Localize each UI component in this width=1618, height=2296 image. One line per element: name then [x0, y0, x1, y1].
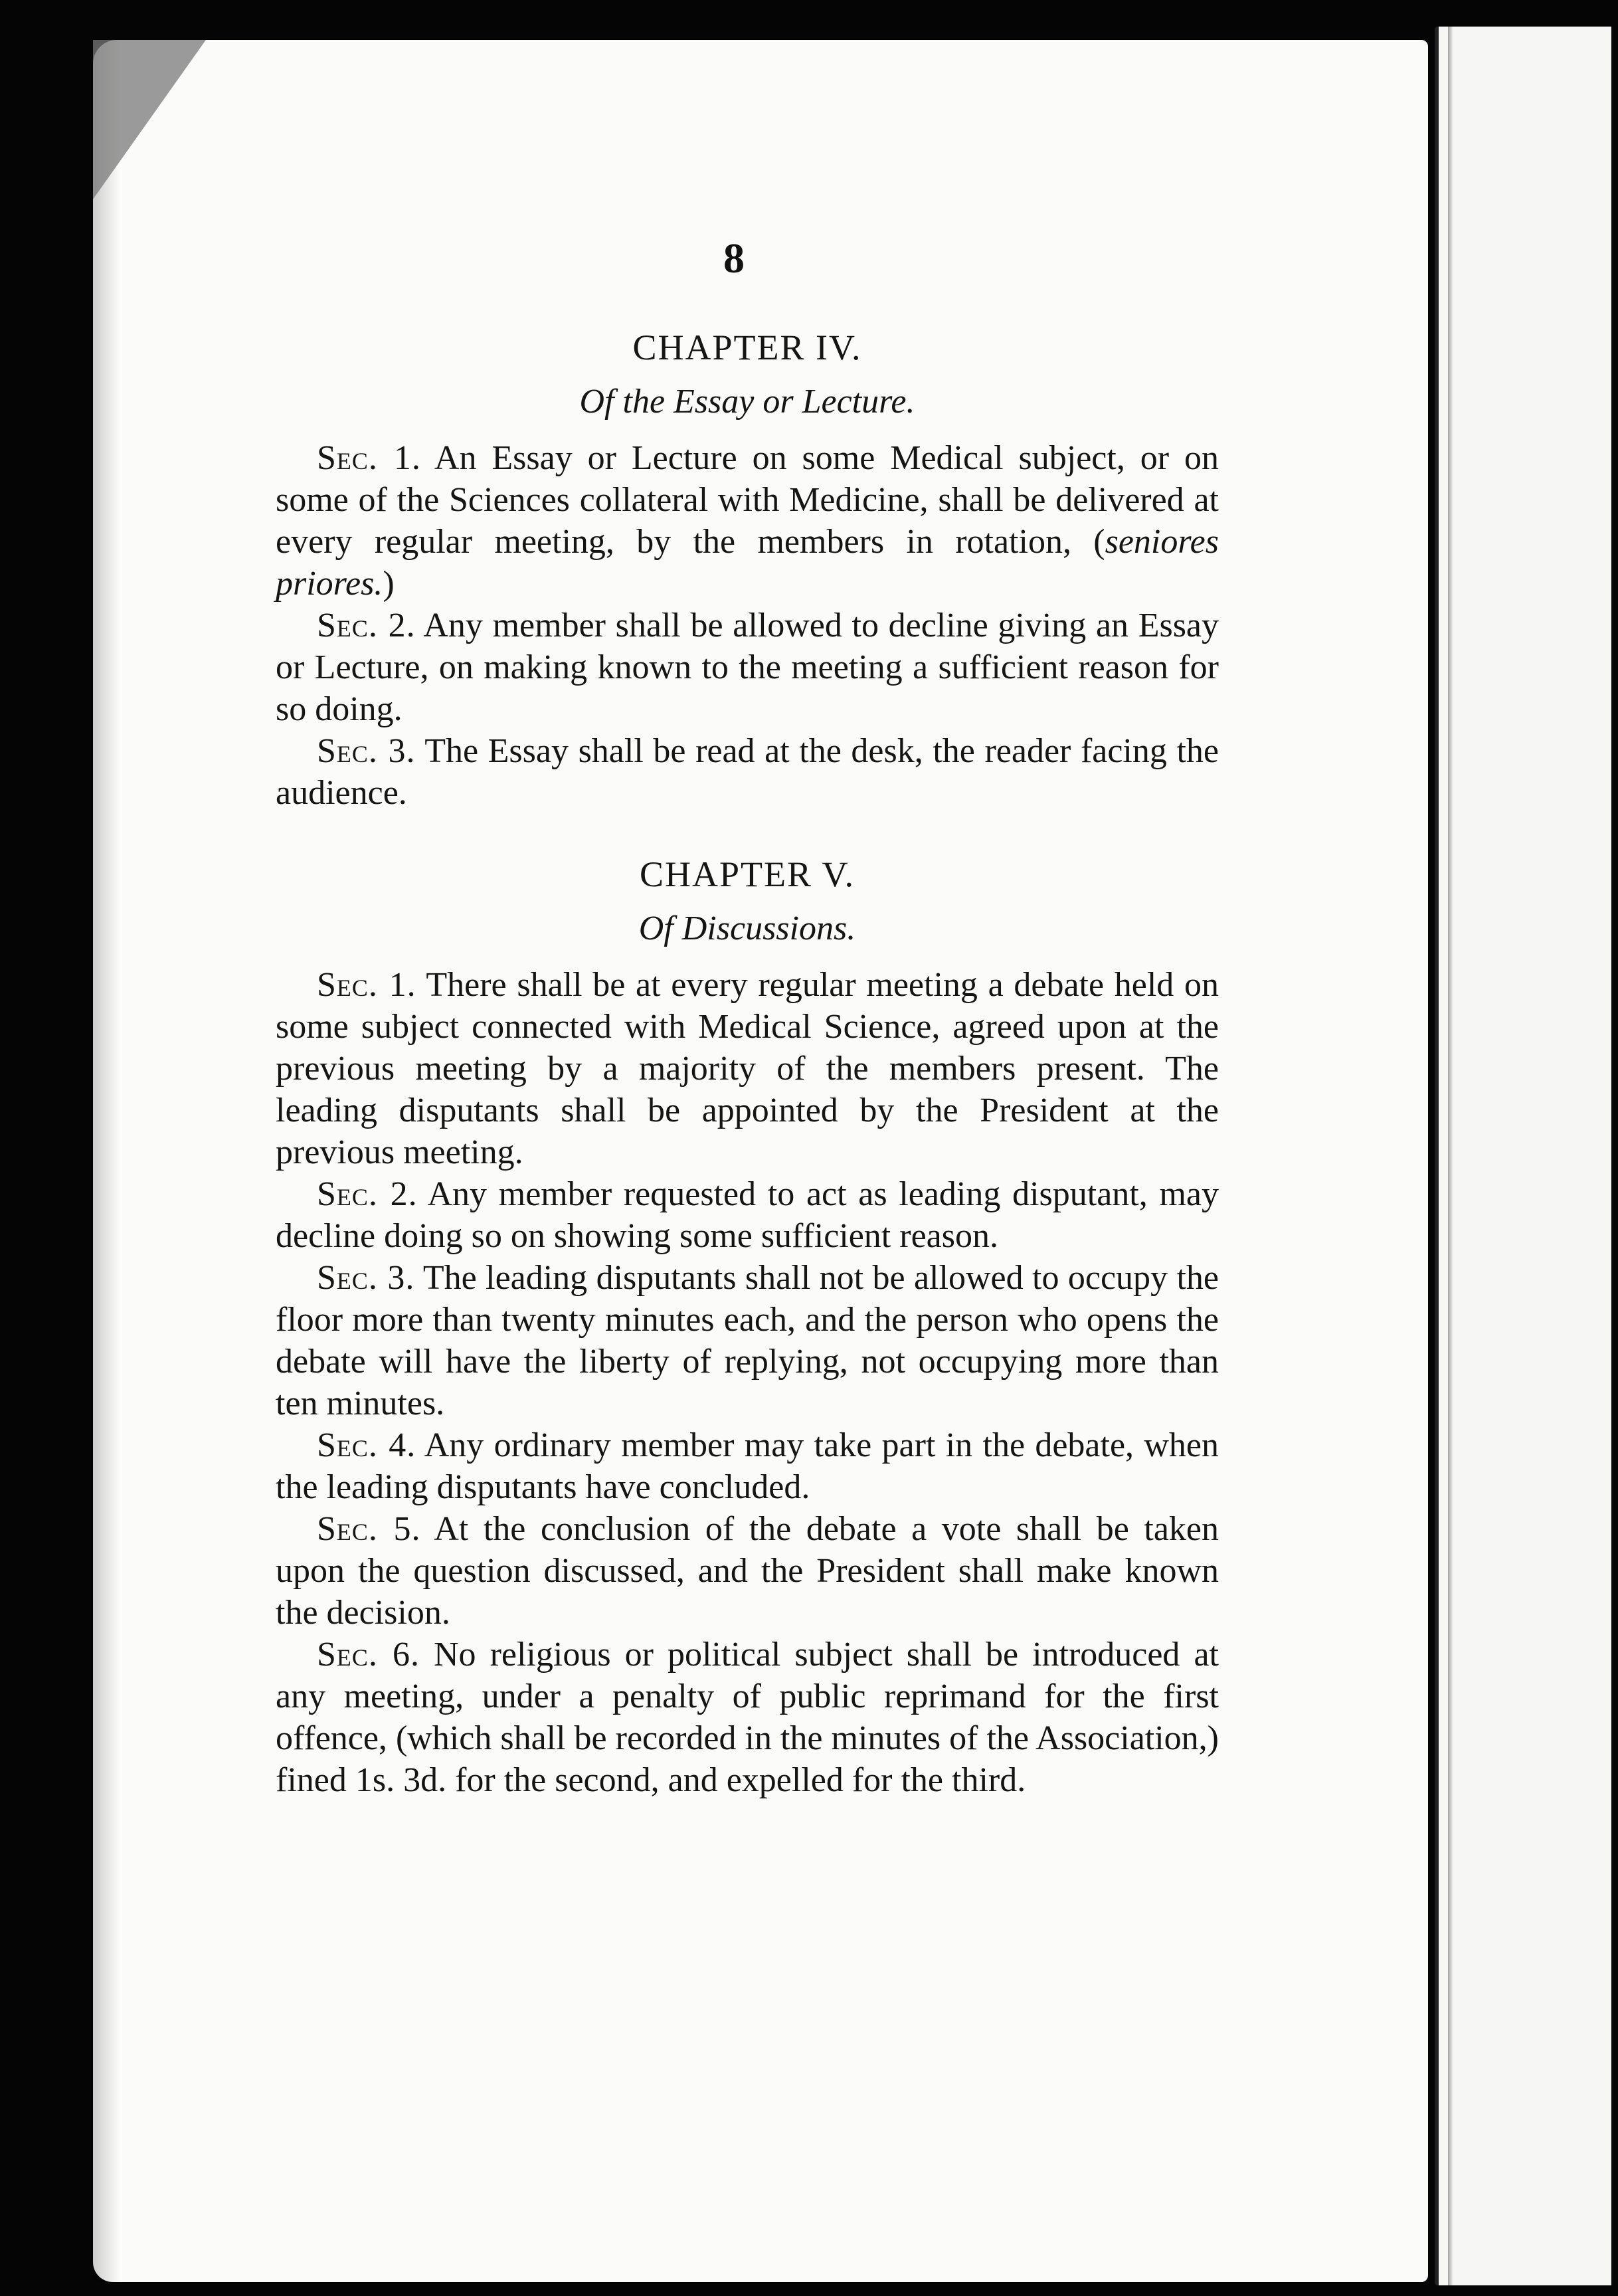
- worn-page-corner: [93, 40, 206, 199]
- section-label: Sec. 4.: [317, 1426, 416, 1464]
- chapter-spacer: [276, 814, 1219, 854]
- section-text: The leading disputants shall not be allowed to occupy the floor more than twenty minutes each, and the person who opens the debate will have the liberty of replying, not occupying more than ten minutes.: [276, 1259, 1219, 1422]
- section-label: Sec. 1.: [317, 966, 416, 1004]
- section-text-tail: ): [383, 565, 395, 603]
- section-text: No religious or political subject shall be introduced at any meeting, under a penalty of public reprimand for the first offence, (which shall be recorded in the minutes of the Association,) fined 1s. 3d. for the second, and expelled for the third.: [276, 1636, 1219, 1799]
- latin-phrase: seniores priores.: [276, 523, 1219, 603]
- section-label: Sec. 1.: [317, 439, 421, 477]
- section-paragraph: [276, 1634, 1219, 1801]
- section-paragraph: [276, 730, 1219, 814]
- page-content: [276, 327, 1219, 1801]
- section-paragraph: [276, 437, 1219, 605]
- chapter-heading: CHAPTER V.: [639, 854, 855, 894]
- section-paragraph: [276, 1424, 1219, 1508]
- section-label: Sec. 3.: [317, 732, 416, 770]
- page-edge-shadow: [93, 40, 120, 2282]
- chapter-title: Of the Essay or Lecture.: [579, 383, 915, 421]
- section-text: Any member shall be allowed to decline giving an Essay or Lecture, on making known to the meeting a sufficient reason for so doing.: [276, 607, 1219, 728]
- facing-page-edge: [1435, 27, 1611, 2285]
- chapter-heading: CHAPTER IV.: [632, 328, 862, 367]
- section-label: Sec. 6.: [317, 1636, 420, 1674]
- section-label: Sec. 5.: [317, 1510, 421, 1548]
- section-paragraph: [276, 605, 1219, 730]
- section-text: Any member requested to act as leading disputant, may decline doing so on showing some sufficient reason.: [276, 1175, 1219, 1255]
- chapter-title: Of Discussions.: [638, 909, 856, 947]
- section-text: There shall be at every regular meeting a debate held on some subject connected with Medical Science, agreed upon at the previous meeting by a majority of the members present. The leading disputants shall be appointed by the President at the previous meeting.: [276, 966, 1219, 1171]
- section-paragraph: [276, 964, 1219, 1173]
- page-number: 8: [723, 235, 745, 282]
- section-paragraph: [276, 1173, 1219, 1257]
- section-text: At the conclusion of the debate a vote shall be taken upon the question discussed, and the President shall make known the decision.: [276, 1510, 1219, 1632]
- section-paragraph: [276, 1508, 1219, 1634]
- section-label: Sec. 3.: [317, 1259, 415, 1297]
- section-paragraph: [276, 1257, 1219, 1424]
- section-text: The Essay shall be read at the desk, the reader facing the audience.: [276, 732, 1219, 812]
- facing-page-shadow: [1448, 27, 1453, 2285]
- section-text: Any ordinary member may take part in the debate, when the leading disputants have concluded.: [276, 1426, 1219, 1506]
- section-label: Sec. 2.: [317, 607, 416, 644]
- section-label: Sec. 2.: [317, 1175, 418, 1213]
- section-text: An Essay or Lecture on some Medical subject, or on some of the Sciences collateral with Medicine, shall be delivered at every regular meeting, by the members in rotation, (: [276, 439, 1219, 561]
